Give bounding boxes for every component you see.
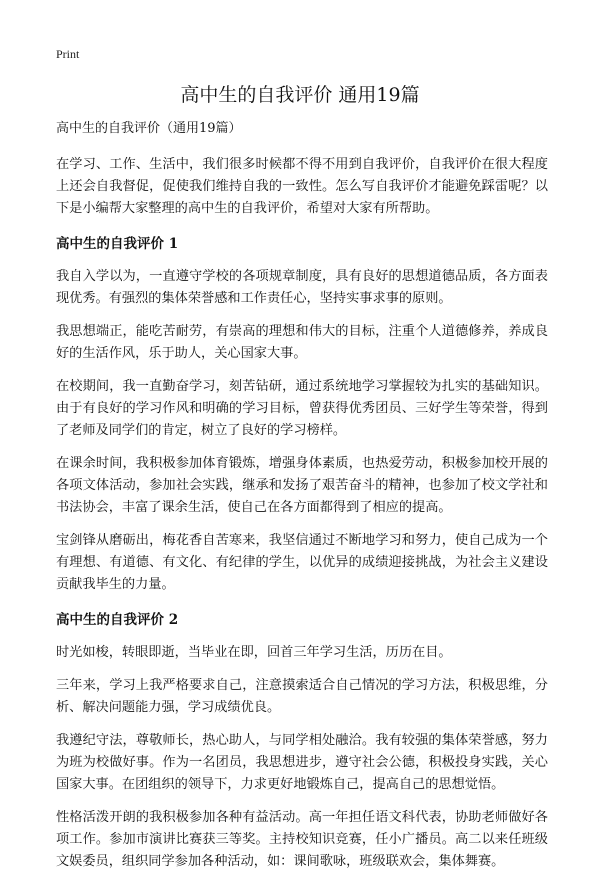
section-2-paragraph-3: 我遵纪守法，尊敬师长，热心助人，与同学相处融洽。我有较强的集体荣誉感，努力为班为校做好事。作为一名团员，我思想进步，遵守社会公德，积极投身实践，关心国家大事。在团组织的领导下，力求更好地锻炼自己，提高自己的思想觉悟。	[56, 733, 548, 792]
print-link[interactable]: Print	[56, 47, 80, 61]
section-1-paragraph-3: 在校期间，我一直勤奋学习，刻苦钻研，通过系统地学习掌握较为扎实的基础知识。由于有良好的学习作风和明确的学习目标，曾获得优秀团员、三好学生等荣誉，得到了老师及同学们的肯定，树立了良好的学习榜样。	[56, 379, 548, 438]
section-1-paragraph-5: 宝剑锋从磨砺出，梅花香自苦寒来，我坚信通过不断地学习和努力，使自己成为一个有理想、有道德、有文化、有纪律的学生，以优异的成绩迎接挑战，为社会主义建设贡献我毕生的力量。	[56, 533, 548, 592]
section-1-paragraph-1: 我自入学以为，一直遵守学校的各项规章制度，具有良好的思想道德品质，各方面表现优秀。有强烈的集体荣誉感和工作责任心，坚持实事求事的原则。	[56, 269, 548, 306]
document-subtitle: 高中生的自我评价（通用19篇）	[56, 121, 242, 136]
section-1-paragraph-2: 我思想端正，能吃苦耐劳，有崇高的理想和伟大的目标，注重个人道德修养，养成良好的生活作风，乐于助人，关心国家大事。	[56, 324, 548, 361]
section-heading-2: 高中生的自我评价 2	[56, 612, 179, 628]
intro-paragraph: 在学习、工作、生活中，我们很多时候都不得不用到自我评价，自我评价在很大程度上还会自我督促，促使我们维持自我的一致性。怎么写自我评价才能避免踩雷呢？以下是小编帮大家整理的高中生的自我评价，希望对大家有所帮助。	[56, 157, 548, 216]
section-2-paragraph-4: 性格活泼开朗的我积极参加各种有益活动。高一年担任语文科代表，协助老师做好各项工作。参加市演讲比赛获三等奖。主持校知识竞赛，任小广播员。高二以来任班级文娱委员，组织同学参加各种活动，如：课间歌咏，班级联欢会，集体舞赛。	[56, 810, 548, 869]
section-1-paragraph-4: 在课余时间，我积极参加体育锻炼，增强身体素质，也热爱劳动，积极参加校开展的各项文体活动，参加社会实践，继承和发扬了艰苦奋斗的精神，也参加了校文学社和书法协会，丰富了课余生活，使自己在各方面都得到了相应的提高。	[56, 456, 548, 515]
section-heading-1: 高中生的自我评价 1	[56, 236, 179, 252]
section-2-paragraph-2: 三年来，学习上我严格要求自己，注意摸索适合自己情况的学习方法，积极思维，分析、解决问题能力强，学习成绩优良。	[56, 678, 548, 715]
document-title: 高中生的自我评价 通用19篇	[180, 84, 420, 106]
section-2-paragraph-1: 时光如梭，转眼即逝，当毕业在即，回首三年学习生活，历历在目。	[56, 645, 452, 660]
document-body	[56, 120, 548, 884]
